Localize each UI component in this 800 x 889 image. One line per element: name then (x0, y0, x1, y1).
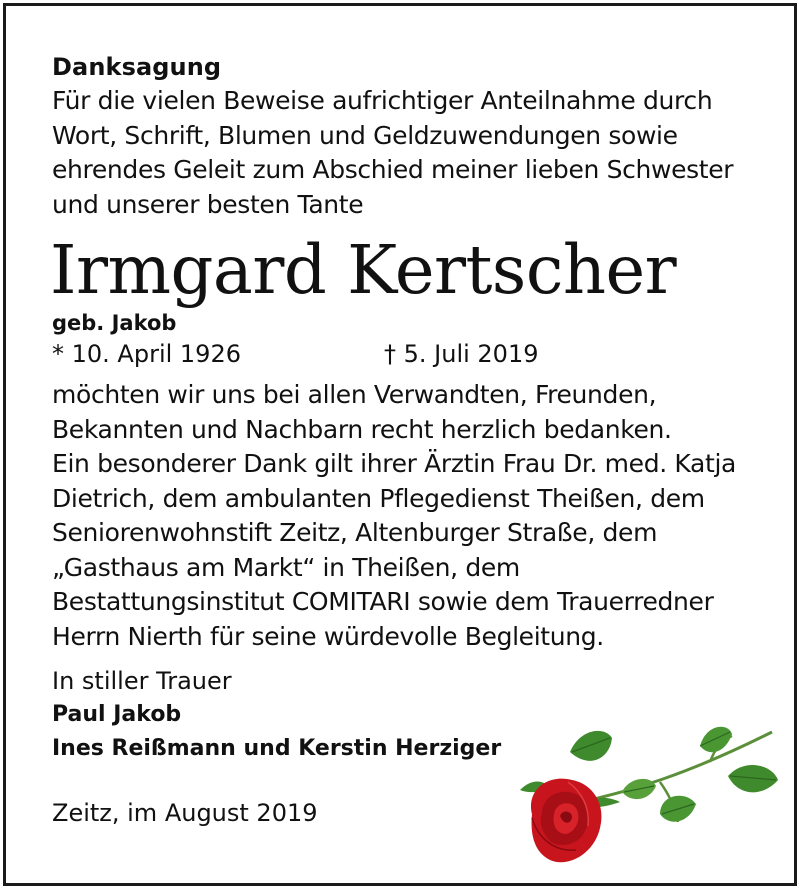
thanks-line: Seniorenwohnstift Zeitz, Altenburger Straße, dem (52, 518, 658, 547)
mourning-phrase: In stiller Trauer (52, 667, 232, 695)
intro-line: und unserer besten Tante (52, 189, 364, 219)
thanks-line: Bestattungsinstitut COMITARI sowie dem Trauerredner (52, 587, 714, 616)
red-rose-icon (510, 718, 790, 878)
deceased-name: Irmgard Kertscher (50, 231, 677, 309)
thanks-line: Dietrich, dem ambulanten Pflegedienst Theißen, dem (52, 483, 705, 513)
thanks-line: Ein besonderer Dank gilt ihrer Ärztin Frau Dr. med. Katja (52, 449, 737, 478)
life-dates (52, 338, 752, 370)
place-and-date: Zeitz, im August 2019 (52, 799, 318, 827)
intro-line: Wort, Schrift, Blumen und Geldzuwendungen sowie (52, 120, 678, 150)
thanks-paragraph (52, 378, 752, 654)
thanks-line: Bekannten und Nachbarn recht herzlich bedanken. (52, 414, 672, 444)
thanks-line: Herrn Nierth für seine würdevolle Begleitung. (52, 621, 604, 651)
maiden-name: geb. Jakob (52, 311, 177, 335)
notice-heading: Danksagung (52, 53, 222, 81)
birth-date: * 10. April 1926 (52, 340, 241, 368)
thanks-line: „Gasthaus am Markt“ in Theißen, dem (52, 552, 520, 582)
mourner-name: Ines Reißmann und Kerstin Herziger (52, 736, 502, 761)
intro-line: Für die vielen Beweise aufrichtiger Anteilnahme durch (52, 86, 713, 115)
intro-line: ehrendes Geleit zum Abschied meiner lieben Schwester (52, 155, 734, 184)
intro-paragraph (52, 84, 752, 222)
obituary-notice (52, 50, 752, 830)
mourner-name: Paul Jakob (52, 702, 182, 727)
thanks-line: möchten wir uns bei allen Verwandten, Freunden, (52, 380, 657, 409)
death-date: † 5. Juli 2019 (384, 340, 539, 368)
